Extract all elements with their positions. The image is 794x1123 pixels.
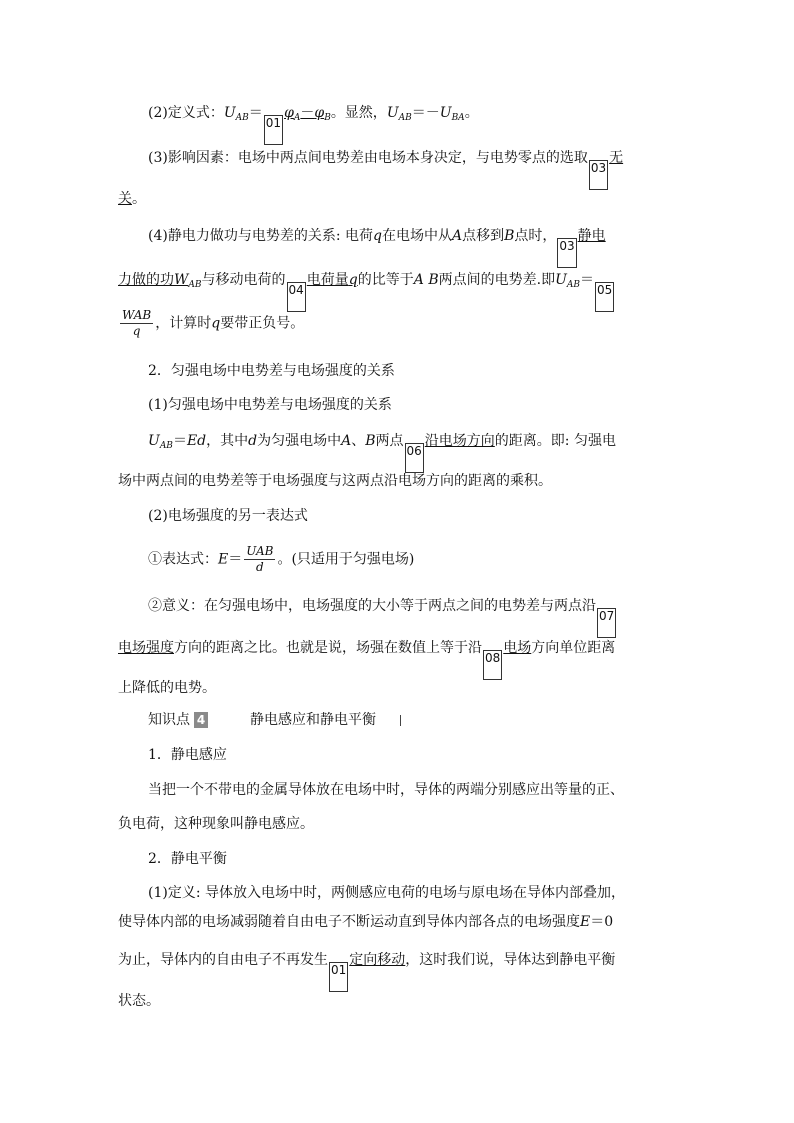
subscript: AB bbox=[188, 280, 202, 290]
text: 方向的距离之比。也就是说，场强在数值上等于沿 bbox=[174, 640, 482, 656]
fraction bbox=[244, 544, 275, 575]
subscript: AB bbox=[398, 113, 412, 123]
text: 方向单位距离 bbox=[531, 640, 616, 656]
answer-text: 沿电场方向 bbox=[424, 433, 495, 449]
text-line bbox=[118, 951, 615, 992]
text: 静电感应和静电平衡 bbox=[250, 712, 376, 728]
text: ＝ bbox=[580, 272, 595, 288]
text: U bbox=[223, 105, 236, 121]
text: A bbox=[451, 228, 463, 244]
influence-line bbox=[148, 149, 623, 190]
text: 知识点 bbox=[148, 712, 190, 728]
denominator: q bbox=[132, 324, 141, 338]
text: 。(只适用于匀强电场) bbox=[277, 551, 415, 568]
section-heading: 1．静电感应 bbox=[148, 747, 227, 763]
section-heading: 2．匀强电场中电势差与电场强度的关系 bbox=[148, 363, 395, 379]
text: ①表达式： bbox=[148, 551, 218, 568]
text-line: 当把一个不带电的金属导体放在电场中时，导体的两端分别感应出等量的正、 bbox=[148, 782, 624, 798]
text: 为匀强电场中 bbox=[257, 433, 342, 449]
text: ＝ bbox=[248, 105, 263, 121]
sub-heading: (2)电场强度的另一表达式 bbox=[148, 508, 308, 524]
answer-box: 06 bbox=[405, 443, 424, 473]
answer-box: 01 bbox=[264, 115, 283, 145]
text: 使导体内部的电场减弱随着自由电子不断运动直到导体内部各点的电场强度 bbox=[118, 914, 580, 930]
text: A bbox=[341, 433, 352, 449]
answer-box: 05 bbox=[595, 282, 614, 312]
answer-box: 03 bbox=[557, 238, 576, 268]
text: U bbox=[555, 272, 567, 288]
work-line-cont bbox=[118, 271, 615, 312]
text: W bbox=[174, 272, 189, 288]
meaning-line bbox=[148, 597, 617, 638]
text: U bbox=[148, 433, 160, 449]
definition-line bbox=[148, 104, 479, 145]
text: ，其中 bbox=[206, 433, 249, 449]
text: d bbox=[248, 433, 258, 449]
text: q bbox=[373, 228, 382, 244]
answer-box: 07 bbox=[597, 608, 616, 638]
text: 。显然， bbox=[330, 105, 387, 121]
answer-text: 关 bbox=[118, 191, 132, 207]
formula-line bbox=[148, 432, 616, 473]
influence-line-cont bbox=[118, 190, 146, 208]
work-fraction-line bbox=[118, 308, 304, 339]
answer-box: 01 bbox=[329, 962, 348, 992]
text: E bbox=[580, 914, 591, 930]
text: ，这时我们说，导体达到静电平衡 bbox=[405, 952, 616, 968]
text: ＝ bbox=[228, 551, 243, 568]
text: ②意义：在匀强电场中，电场强度的大小等于两点之间的电势差与两点沿 bbox=[148, 598, 596, 614]
text: (2)定义式： bbox=[148, 105, 224, 121]
subscript: AB bbox=[566, 280, 581, 290]
text: 的距离。即: 匀强电 bbox=[494, 433, 616, 449]
text: 与移动电荷的 bbox=[201, 272, 286, 288]
divider bbox=[400, 715, 401, 726]
denominator: d bbox=[256, 560, 264, 574]
text: Ed bbox=[186, 433, 207, 449]
section-heading: 2．静电平衡 bbox=[148, 851, 227, 867]
knowledge-point-heading bbox=[148, 711, 401, 729]
answer-text: 力做的功 bbox=[118, 272, 174, 288]
text: φ bbox=[284, 105, 294, 121]
subscript: AB bbox=[235, 113, 249, 123]
work-line bbox=[148, 227, 606, 268]
text: 两点间的电势差.即 bbox=[438, 272, 556, 288]
text-line: 负电荷，这种现象叫静电感应。 bbox=[118, 816, 314, 832]
numerator: WAB bbox=[122, 308, 152, 322]
sub-heading: (1)匀强电场中电势差与电场强度的关系 bbox=[148, 397, 392, 413]
text: ，计算时 bbox=[155, 315, 212, 332]
answer-text: 定向移动 bbox=[349, 952, 406, 968]
fraction bbox=[120, 308, 153, 339]
knowledge-point-badge: 4 bbox=[194, 712, 208, 728]
text-line bbox=[118, 913, 613, 931]
text: 点时， bbox=[514, 228, 557, 244]
answer-text: 电场 bbox=[503, 640, 532, 656]
text: A B bbox=[413, 272, 439, 288]
text-line: (1)定义: 导体放入电场中时，两侧感应电荷的电场与原电场在导体内部叠加， bbox=[148, 885, 625, 901]
text: q bbox=[348, 272, 358, 288]
subscript: BA bbox=[451, 113, 465, 123]
answer-box: 08 bbox=[483, 650, 502, 680]
text-line: 状态。 bbox=[118, 993, 160, 1009]
answer-text: 电场强度 bbox=[118, 640, 174, 656]
answer-box: 03 bbox=[589, 160, 608, 190]
text: ＝－ bbox=[411, 105, 440, 121]
text: 、 bbox=[351, 433, 366, 449]
subscript: B bbox=[324, 113, 331, 123]
numerator: UAB bbox=[246, 544, 274, 558]
text-line: 场中两点间的电势差等于电场强度与这两点沿电场方向的距离的乘积。 bbox=[118, 473, 552, 489]
text: (3)影响因素：电场中两点间电势差由电场本身决定，与电势零点的选取 bbox=[148, 150, 588, 166]
answer-text: 静电 bbox=[577, 228, 606, 244]
answer-text: 电荷量 bbox=[306, 272, 349, 288]
text: 要带正负号。 bbox=[220, 315, 305, 332]
text: U bbox=[386, 105, 399, 121]
text-line: 上降低的电势。 bbox=[118, 680, 216, 696]
text: 两点 bbox=[375, 433, 404, 449]
text: B bbox=[365, 433, 376, 449]
text: 在电场中从 bbox=[381, 228, 452, 244]
text: φ bbox=[314, 105, 325, 121]
answer-text: 无 bbox=[609, 150, 624, 166]
text: 。 bbox=[132, 191, 146, 207]
text: ＝ bbox=[172, 433, 187, 449]
meaning-line-cont bbox=[118, 639, 615, 680]
text: U bbox=[439, 105, 452, 121]
subscript: A bbox=[293, 113, 301, 123]
text: E bbox=[218, 551, 229, 568]
subscript: AB bbox=[159, 441, 173, 451]
text: 的比等于 bbox=[357, 272, 414, 288]
text: 点移到 bbox=[462, 228, 505, 244]
expression-line bbox=[148, 544, 414, 575]
text: (4)静电力做功与电势差的关系: 电荷 bbox=[148, 228, 373, 244]
text: B bbox=[504, 228, 515, 244]
text: 。 bbox=[464, 105, 479, 121]
text: ＝0 bbox=[590, 914, 614, 930]
text: 为止，导体内的自由电子不再发生 bbox=[118, 952, 328, 968]
text: － bbox=[300, 105, 315, 121]
answer-box: 04 bbox=[287, 282, 306, 312]
text: q bbox=[211, 315, 221, 332]
